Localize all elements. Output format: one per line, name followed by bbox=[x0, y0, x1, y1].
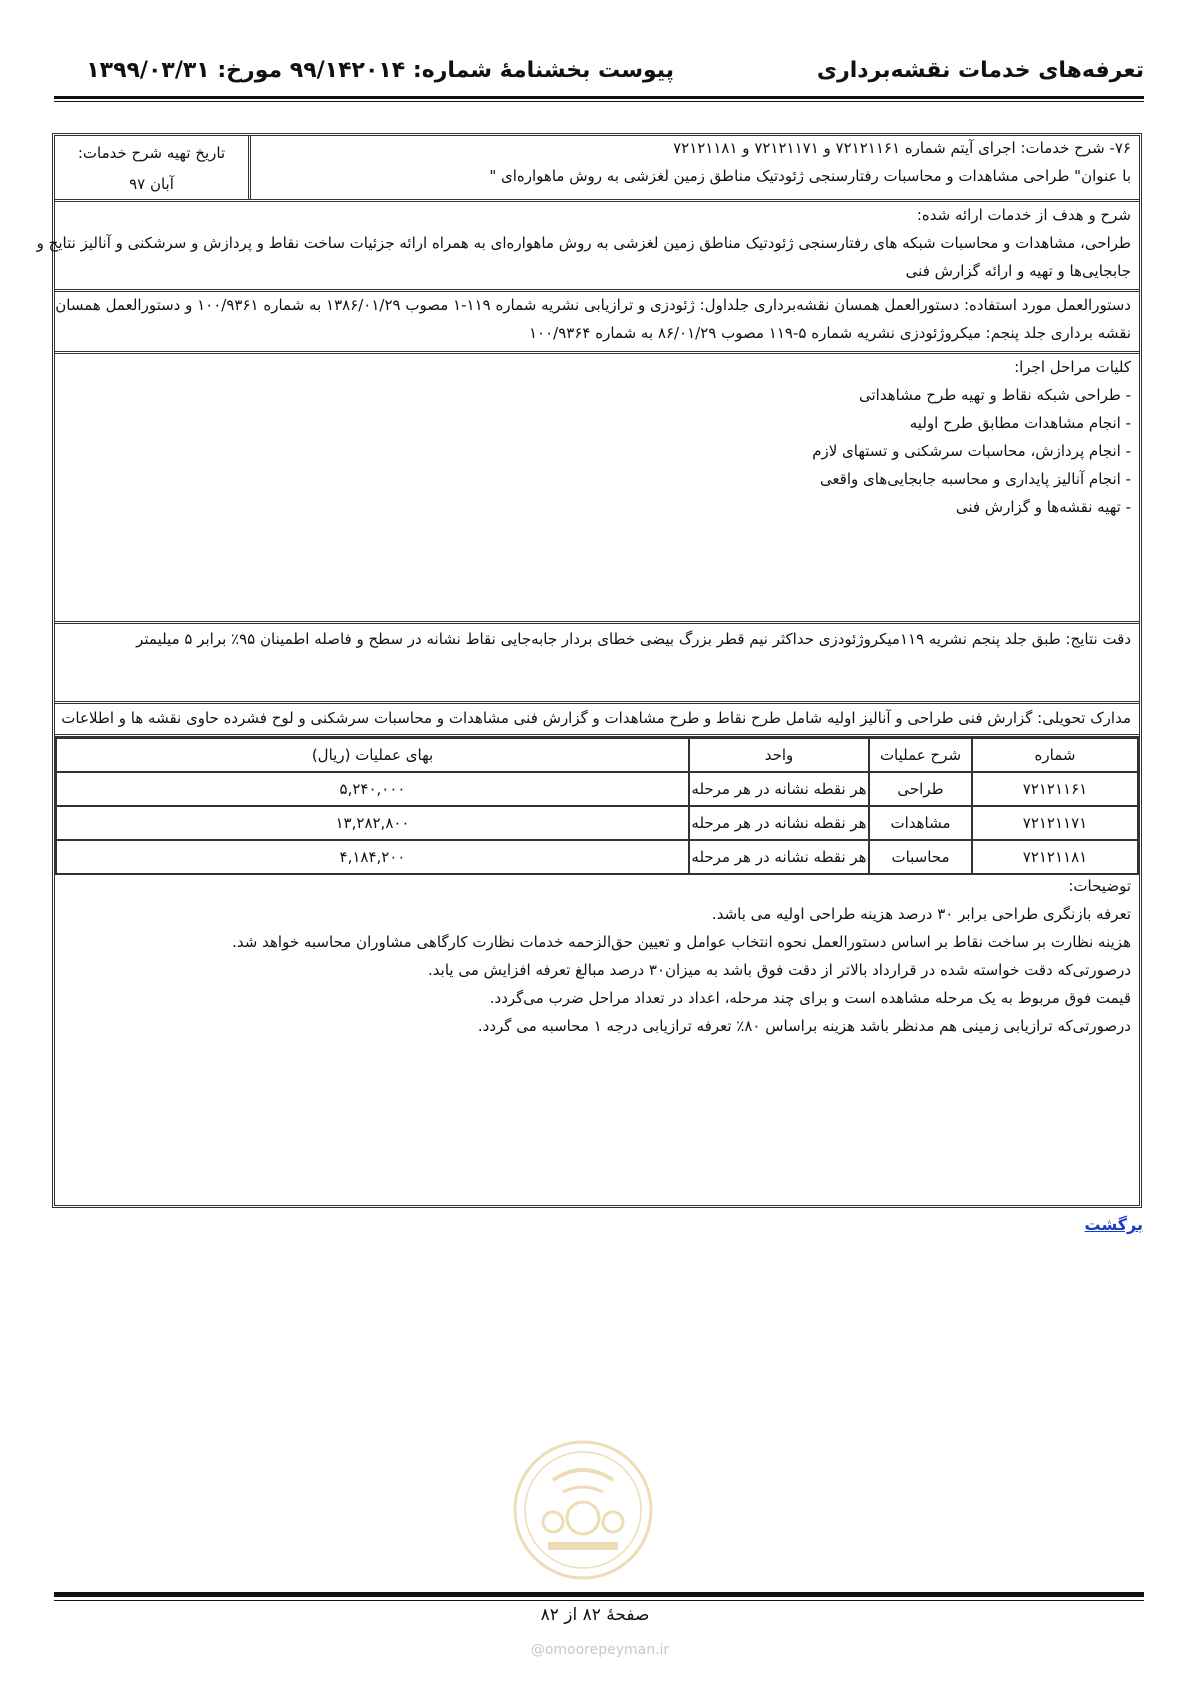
instructions-line-1: دستورالعمل مورد استفاده: دستورالعمل همسان نقشه‌برداری جلداول: ژئودزی و ترازیابی نشریه شماره ۱۱۹-۱ مصوب ۱۳۸۶/۰۱/۲۹ به شماره ۱۰۰/۹۳۶۱ و دستورالعمل همسان bbox=[55, 296, 1131, 314]
table-row bbox=[56, 806, 1138, 840]
step-item: - انجام آنالیز پایداری و محاسبه جابجایی‌های واقعی bbox=[819, 470, 1131, 488]
notes-section bbox=[55, 873, 1139, 1205]
deliverables-section bbox=[55, 704, 1139, 737]
cell-number: ۷۲۱۲۱۱۶۱ bbox=[972, 772, 1138, 806]
step-item: - انجام مشاهدات مطابق طرح اولیه bbox=[909, 414, 1131, 432]
cell-unit: هر نقطه نشانه در هر مرحله bbox=[689, 840, 869, 874]
header-rule-thin bbox=[54, 101, 1144, 102]
preparation-date-label: تاریخ تهیه شرح خدمات: bbox=[77, 144, 226, 162]
header-rule bbox=[54, 96, 1144, 99]
cell-operation: طراحی bbox=[869, 772, 972, 806]
preparation-date-box bbox=[55, 136, 251, 199]
instructions-section bbox=[55, 292, 1139, 354]
purpose-heading: شرح و هدف از خدمات ارائه شده: bbox=[916, 206, 1131, 224]
note-item: درصورتی‌که ترازیابی زمینی هم مدنظر باشد هزینه براساس ۸۰٪ تعرفه ترازیابی درجه ۱ محاسبه می گردد. bbox=[477, 1017, 1131, 1035]
step-item: - تهیه نقشه‌ها و گزارش فنی bbox=[955, 498, 1131, 516]
table-header-row bbox=[56, 738, 1138, 772]
steps-heading: کلیات مراحل اجرا: bbox=[1014, 358, 1131, 376]
deliverables-text: مدارک تحویلی: گزارش فنی طراحی و آنالیز اولیه شامل طرح نقاط و طرح مشاهدات و گزارش فنی مشاهدات و محاسبات سرشکنی و لوح فشرده حاوی نقشه ها و اطلاعات bbox=[61, 709, 1131, 727]
execution-steps-section bbox=[55, 354, 1139, 624]
column-header-number: شماره bbox=[972, 738, 1138, 772]
column-header-price: بهای عملیات (ریال) bbox=[56, 738, 689, 772]
watermark-seal-icon bbox=[508, 1430, 658, 1590]
note-item: درصورتی‌که دقت خواسته شده در قرارداد بالاتر از دقت فوق باشد به میزان۳۰ درصد مبالغ تعرفه افزایش می یابد. bbox=[428, 961, 1131, 979]
website-watermark: @omoorepeyman.ir bbox=[530, 1642, 670, 1658]
purpose-section bbox=[36, 202, 1139, 292]
cell-price: ۱۳,۲۸۲,۸۰۰ bbox=[56, 806, 689, 840]
notes-heading: توضیحات: bbox=[1068, 877, 1131, 895]
back-link[interactable]: برگشت bbox=[1084, 1215, 1143, 1234]
service-title-line: با عنوان" طراحی مشاهدات و محاسبات رفتارسنجی ژئودتیک مناطق زمین لغزشی به روش ماهواره‌ای " bbox=[489, 167, 1131, 185]
column-header-unit: واحد bbox=[689, 738, 869, 772]
cell-number: ۷۲۱۲۱۱۸۱ bbox=[972, 840, 1138, 874]
attachment-reference: پیوست بخشنامۀ شماره: ۹۹/۱۴۲۰۱۴ مورخ: ۱۳۹۹/۰۳/۳۱ bbox=[86, 58, 674, 83]
footer-rule bbox=[54, 1592, 1144, 1597]
step-item: - انجام پردازش، محاسبات سرشکنی و تستهای لازم bbox=[812, 442, 1131, 460]
purpose-text-line-2: جابجایی‌ها و تهیه و ارائه گزارش فنی bbox=[905, 262, 1131, 280]
service-title-section bbox=[55, 136, 1139, 202]
cell-price: ۴,۱۸۴,۲۰۰ bbox=[56, 840, 689, 874]
cell-number: ۷۲۱۲۱۱۷۱ bbox=[972, 806, 1138, 840]
table-row bbox=[56, 840, 1138, 874]
document-title: تعرفه‌های خدمات نقشه‌برداری bbox=[816, 58, 1144, 83]
cell-unit: هر نقطه نشانه در هر مرحله bbox=[689, 806, 869, 840]
note-item: قیمت فوق مربوط به یک مرحله مشاهده است و برای چند مرحله، اعداد در تعداد مراحل ضرب می‌گردد. bbox=[489, 989, 1131, 1007]
cell-operation: مشاهدات bbox=[869, 806, 972, 840]
table-row bbox=[56, 772, 1138, 806]
operations-table bbox=[55, 737, 1139, 875]
preparation-date-value: آبان ۹۷ bbox=[129, 175, 174, 193]
footer-rule-thin bbox=[54, 1600, 1144, 1601]
service-item-line: ۷۶- شرح خدمات: اجرای آیتم شماره ۷۲۱۲۱۱۶۱ و ۷۲۱۲۱۱۷۱ و ۷۲۱۲۱۱۸۱ bbox=[673, 139, 1131, 157]
cell-operation: محاسبات bbox=[869, 840, 972, 874]
column-header-operation: شرح عملیات bbox=[869, 738, 972, 772]
page-number: صفحۀ ۸۲ از ۸۲ bbox=[540, 1605, 650, 1625]
service-form bbox=[36, 133, 1142, 1208]
step-item: - طراحی شبکه نقاط و تهیه طرح مشاهداتی bbox=[859, 386, 1131, 404]
note-item: هزینه نظارت بر ساخت نقاط بر اساس دستورالعمل نحوه انتخاب عوامل و تعیین حق‌الزحمه خدمات نظارت کارگاهی مشاوران محاسبه خواهد شد. bbox=[232, 933, 1131, 951]
accuracy-section bbox=[55, 624, 1139, 704]
purpose-text-line-1: طراحی، مشاهدات و محاسبات شبکه های رفتارسنجی ژئودتیک مناطق زمین لغزشی به روش ماهواره‌ای به همراه ارائه جزئیات ساخت نقاط و پردازش و سرشکنی و آنالیز نتایج و bbox=[36, 234, 1131, 252]
cell-unit: هر نقطه نشانه در هر مرحله bbox=[689, 772, 869, 806]
cell-price: ۵,۲۴۰,۰۰۰ bbox=[56, 772, 689, 806]
note-item: تعرفه بازنگری طراحی برابر ۳۰ درصد هزینه طراحی اولیه می باشد. bbox=[711, 905, 1131, 923]
accuracy-text: دقت نتایج: طبق جلد پنجم نشریه ۱۱۹میکروژئودزی حداکثر نیم قطر بزرگ بیضی خطای بردار جابه‌جایی نقاط نشانه در سطح و فاصله اطمینان ۹۵٪ برابر ۵ میلیمتر bbox=[136, 630, 1131, 648]
instructions-line-2: نقشه برداری جلد پنجم: میکروژئودزی نشریه شماره ۵-۱۱۹ مصوب ۸۶/۰۱/۲۹ به شماره ۱۰۰/۹۳۶۴ bbox=[529, 324, 1131, 342]
page-header bbox=[54, 58, 1144, 98]
